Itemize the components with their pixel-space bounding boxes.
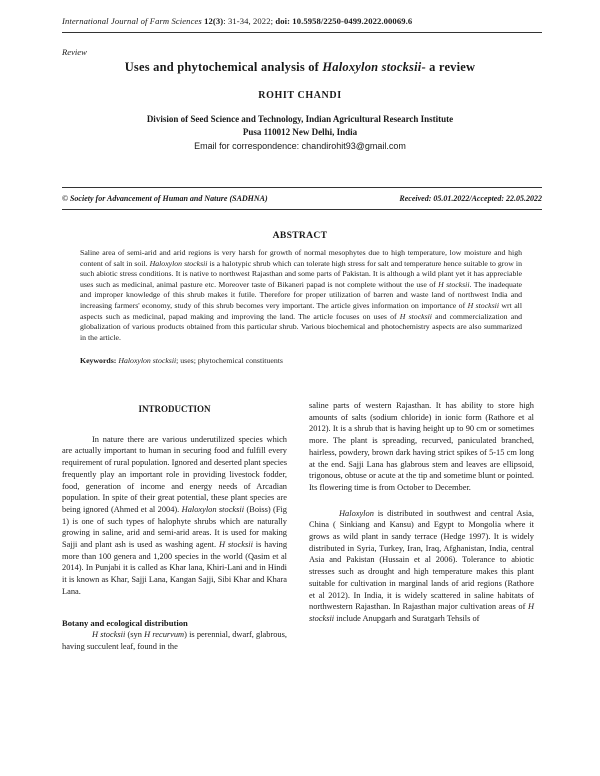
journal-volume: 12(3) <box>204 16 224 26</box>
right-species: H stocksii <box>309 602 534 623</box>
right-text: include Anupgarh and Suratgarh Tehsils of <box>334 613 480 623</box>
abstract-heading: ABSTRACT <box>272 230 328 241</box>
title-text: Uses and phytochemical analysis of <box>124 60 323 74</box>
botany-species: H stocksii <box>92 630 126 640</box>
introduction-heading: INTRODUCTION <box>138 404 211 414</box>
botany-paragraph <box>62 629 287 652</box>
intro-species: Haloxylon stocksii <box>181 504 245 514</box>
right-text: is distributed in southwest and central Asia, China ( Sinkiang and Kansu) and Egypt to Mongolia where it grows as wild plant in sandy terrace (Hedge 1997). It is widely distributed in Syria, Turkey, Iran, Iraq, Afghanistan, India, central Asia and Pakistan (Hussain et al 2006). Tolerance to abiotic stresses such as drought and high temperature makes this plant suitable for cultivation in marginal lands of arid regions (Rathore et al 2012). In India, it is widely scattered in saline habitats of northwestern Rajasthan. In Rajasthan major cultivation areas of <box>309 508 534 612</box>
title-suffix: - a review <box>421 60 476 74</box>
abstract-part: Saline area of semi-arid and arid regions is very harsh for growth of normal mesophytes due to high temperature, low moisture and high content of salt in soil. <box>80 248 522 268</box>
journal-citation <box>62 16 542 26</box>
introduction-paragraph <box>62 434 287 598</box>
received-accepted-dates: Received: 05.01.2022/Accepted: 22.05.2022 <box>399 194 542 203</box>
intro-species: H stocksii <box>218 540 253 550</box>
affiliation-line-1: Division of Seed Science and Technology, Indian Agricultural Research Institute <box>146 114 454 124</box>
society-copyright: © Society for Advancement of Human and Nature (SADHNA) <box>62 194 268 203</box>
botany-text: ) is perennial, dwarf, glabrous, having succulent leaf, found in the <box>62 630 287 651</box>
meta-divider-bottom <box>62 209 542 210</box>
abstract-part: wrt all aspects such as medicinal, papad making and improving the land. The article focuses on uses of <box>80 300 522 321</box>
abstract-text <box>80 248 522 343</box>
keywords-species: Haloxylon stocksii <box>118 356 177 365</box>
botany-text: (syn <box>125 630 145 640</box>
genus-name: Haloxylon <box>339 508 374 518</box>
keywords-label: Keywords: <box>80 356 117 365</box>
keywords-list: ; uses; phytochemical constituents <box>176 356 283 365</box>
journal-doi[interactable]: doi: 10.5958/2250-0499.2022.00069.6 <box>275 16 413 26</box>
author-name: ROHIT CHANDI <box>258 90 342 101</box>
right-paragraph-2 <box>309 508 534 625</box>
botany-species: H recurvum <box>144 630 185 640</box>
right-paragraph-1: saline parts of western Rajasthan. It has ability to store high amounts of salts (sodium chloride) in ionic form (Rathore et al 2012). It is a shrub that is having height up to 90 cm or sometimes more. The plant is spreading, recurved, paniculated branched, hairless, powdery, brown dark having strict spikes of 5-15 cm long at the end. Sajji Lana has glabrous stem and leaves are ellipsoid, trigonous, obtuse or acute at the tip and sometime blunt or pointed. Its flowering time is from October to December. <box>309 401 534 492</box>
right-column <box>309 400 534 625</box>
keywords <box>80 356 522 365</box>
article-title <box>0 60 600 75</box>
abstract-species: Haloxylon stocksii <box>149 258 208 268</box>
journal-pages: : 31-34, 2022; <box>223 16 274 26</box>
abstract-part: is a halotypic shrub which can tolerate high stress for salt and temperature hence suitable to grow in such abiotic stress conditions. It is native to northwest Rajasthan and some parts of Pakistan. It is although a wild plant yet it has appreciable uses such as medicinal, animal pasture etc. Moreover taste of Bikaneri papad is not complete without the use of <box>80 258 523 289</box>
abstract-species: H stocksii <box>438 279 470 289</box>
intro-text: (Boiss) (Fig 1) is one of such types of halophyte shrubs which are naturally growing in saline, arid and semi-arid areas. It is used for making Sajji and plant ash is used as washing agent. <box>62 504 287 550</box>
abstract-species: H stocksii <box>467 300 499 310</box>
affiliation-line-2: Pusa 110012 New Delhi, India <box>242 127 358 137</box>
left-column <box>62 398 287 653</box>
spacer <box>62 598 287 608</box>
journal-name: International Journal of Farm Sciences <box>62 16 202 26</box>
intro-text: is having more than 100 genera and 1,200 species in the world (Qasim et al 2014). In Punjabi it is called as Khar lana, Khiri-Lani and in Hindi it is known as Khar, Sajji Lana, Kangan Sajji, Sibi Khar and Khara Lana. <box>62 540 288 596</box>
abstract-part: . The inadequate and improper knowledge of this shrub makes it futile. Therefore for proper utilization of barren and waste land of northwest India and increasing farmers' economy, study of this shrub becomes very important. The article gives information on importance of <box>80 279 522 310</box>
correspondence-email[interactable]: Email for correspondence: chandirohit93@gmail.com <box>194 141 406 151</box>
header-divider <box>62 32 542 33</box>
meta-divider-top <box>62 187 542 188</box>
intro-text: In nature there are various underutilized species which are actually important to human in securing food and fulfill every requirement of rural population. Ignored and deserted plant species frequently play an important role in providing livestock fodder, food, generation of income and energy needs of Arcadian population. In spite of their great potential, these plant species are being ignored (Ahmed et al 2004). <box>62 434 287 514</box>
botany-heading: Botany and ecological distribution <box>62 617 188 628</box>
title-species: Haloxylon stocksii <box>322 60 422 74</box>
abstract-part: and commercialization and globalization of various products obtained from this particular shrub. Various biochemical and photochemistry aspects are also summarized in the article. <box>80 311 523 342</box>
section-label: Review <box>62 47 87 57</box>
abstract-species: H stocksii <box>399 311 432 321</box>
spacer <box>309 494 534 508</box>
